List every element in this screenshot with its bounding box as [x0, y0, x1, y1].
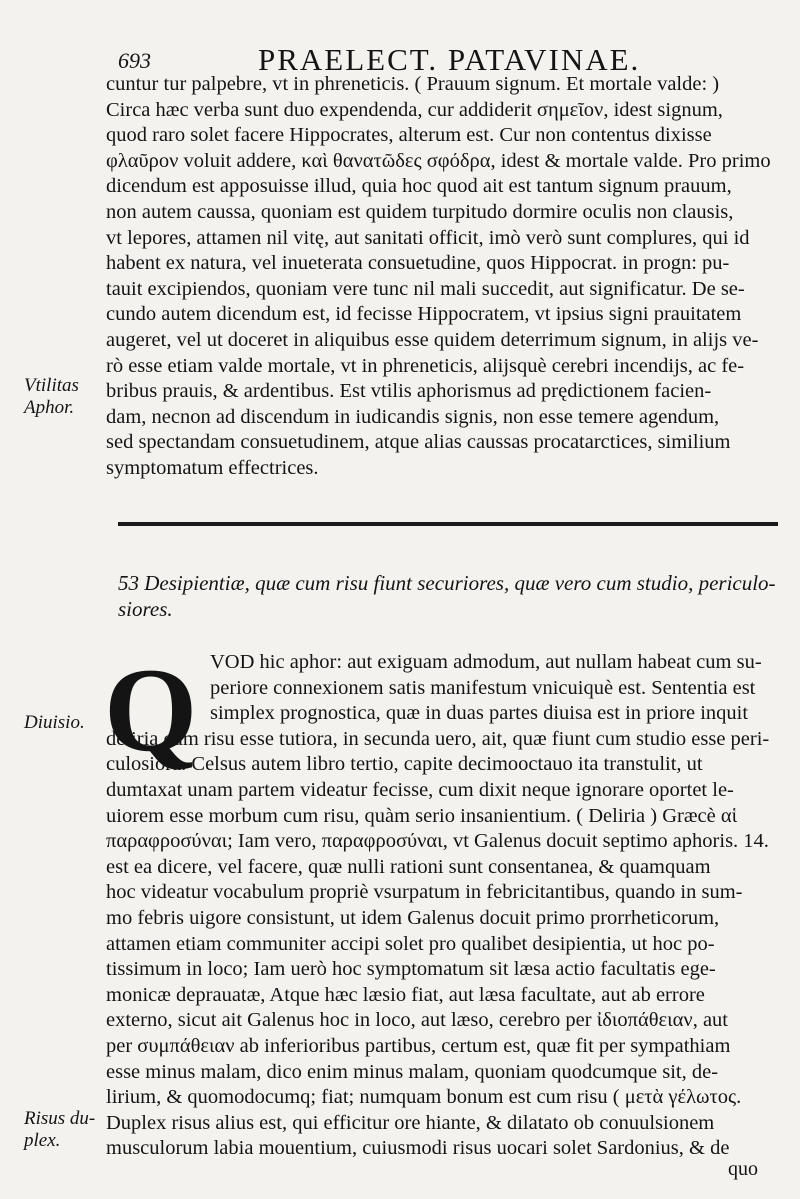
text-line: est ea dicere, vel facere, quæ nulli rationi sunt consentanea, & quamquam	[106, 855, 711, 878]
text-line: cundo autem dicendum est, id fecisse Hippocratem, vt ipsius signi prauitatem	[106, 303, 742, 326]
text-line: periore connexionem satis manifestum vnicuiquè est. Sententia est	[210, 676, 756, 699]
text-line: quod raro solet facere Hippocrates, alterum est. Cur non contentus dixisse	[106, 124, 712, 147]
margin-note-risus	[24, 1108, 95, 1152]
text-line: simplex prognostica, quæ in duas partes diuisa est in priore inquit	[210, 702, 749, 725]
text-line: φλαῦρον voluit addere, καὶ θανατῶδες σφόδρα, idest & mortale valde. Pro primo	[106, 149, 771, 172]
commentary-block-2	[104, 643, 778, 1162]
margin-note-line: Diuisio.	[24, 712, 85, 733]
text-line: lirium, & quomodocumq; fiat; numquam bonum est cum risu ( μετὰ γέλωτος.	[106, 1086, 742, 1109]
text-line: vt lepores, attamen nil vitę, aut sanitati officit, imò verò sunt complures, qui id	[106, 226, 750, 249]
text-line: cuntur tur palpebre, vt in phreneticis. ( Prauum signum. Et mortale valde: )	[106, 73, 720, 95]
text-line: uiorem esse morbum cum risu, quàm serio insanientium. ( Deliria ) Græcè αἱ	[106, 804, 738, 827]
aphorism-line: 53 Desipientiæ, quæ cum risu fiunt securiores, quæ vero cum studio, periculo-	[118, 571, 776, 595]
text-line: bribus prauis, & ardentibus. Est vtilis aphorismus ad prędictionem facien-	[106, 380, 712, 403]
commentary-block-1	[106, 72, 778, 482]
text-line: mo febris uigore consistunt, ut idem Galenus docuit primo prorrheticorum,	[106, 906, 720, 929]
text-line: externo, sicut ait Galenus hoc in loco, aut læso, cerebro per ἰδιοπάθειαν, aut	[106, 1009, 728, 1032]
text-line: dam, necnon ad discendum in iudicandis signis, non esse temere agendum,	[106, 405, 720, 428]
catchword: quo	[728, 1158, 758, 1180]
page-number: 693	[118, 48, 151, 73]
margin-note-divisio	[24, 712, 85, 734]
aphorism-line: siores.	[118, 597, 173, 621]
text-line: VOD hic aphor: aut exiguam admodum, aut nullam habeat cum su-	[210, 651, 762, 673]
text-line: habent ex natura, vel inueterata consuetudine, quos Hippocrat. in progn: pu-	[106, 252, 730, 275]
text-line: deliria cum risu esse tutiora, in secunda uero, ait, quæ fiunt cum studio esse peri-	[106, 727, 770, 750]
text-line: tissimum in loco; Iam uerò hoc symptomatum sit læsa actio facultatis ege-	[106, 958, 716, 981]
margin-note-line: Risus du-	[24, 1108, 96, 1129]
margin-note-utilitas	[24, 375, 79, 419]
margin-note-line: plex.	[24, 1130, 61, 1151]
text-line: sed spectandam consuetudinem, atque alias caussas procatarctices, similium	[106, 431, 731, 454]
text-line: musculorum labia mouentium, cuiusmodi risus uocari solet Sardonius, & de	[106, 1137, 730, 1160]
drop-cap: Q	[104, 643, 198, 776]
text-line: dumtaxat unam partem videatur fecisse, cum dixit neque ignorare oportet le-	[106, 778, 734, 801]
text-line: tauit excipiendos, quoniam vere tunc nil mali succedit, aut significatur. De se-	[106, 277, 745, 300]
text-line: Duplex risus alius est, qui efficitur ore hiante, & dilatato ob conuulsionem	[106, 1111, 715, 1134]
text-line: dicendum est apposuisse illud, quia hoc quod ait est tantum signum prauum,	[106, 175, 732, 198]
section-divider	[118, 522, 778, 526]
text-line: attamen etiam communiter accipi solet pro qualibet desipientia, ut hoc po-	[106, 932, 715, 955]
text-line: culosiora. Celsus autem libro tertio, capite decimooctauo ita transtulit, ut	[106, 753, 703, 776]
text-line: per συμπάθειαν ab inferioribus partibus, certum est, quæ fit per sympathiam	[106, 1034, 731, 1057]
text-line: symptomatum effectrices.	[106, 456, 319, 479]
text-line: παραφροσύναι; Iam vero, παραφροσύναι, vt Galenus docuit septimo aphoris. 14.	[106, 830, 769, 853]
text-line: hoc videatur vocabulum propriè vsurpatum in febricitantibus, quando in sum-	[106, 881, 743, 904]
text-line: rò esse etiam valde mortale, vt in phreneticis, alijsquè cerebri incendijs, ac fe-	[106, 354, 745, 377]
aphorism-heading	[118, 570, 778, 622]
text-line: esse minus malam, dico enim minus malam, quoniam quodcumque sit, de-	[106, 1060, 719, 1083]
text-line: Circa hæc verba sunt duo expendenda, cur addiderit σημεῖον, idest signum,	[106, 98, 723, 121]
margin-note-line: Aphor.	[24, 397, 75, 418]
page-header	[118, 42, 758, 76]
text-line: non autem caussa, quoniam est quidem turpitudo dormire oculis non clausis,	[106, 200, 734, 223]
running-head: PRAELECT. PATAVINAE.	[258, 42, 641, 77]
margin-note-line: Vtilitas	[24, 375, 79, 396]
text-line: monicæ deprauatæ, Atque hæc læsio fiat, aut læsa facultate, aut ab errore	[106, 983, 705, 1006]
text-line: augeret, vel ut doceret in aliquibus esse quidem deterrimum signum, in alijs ve-	[106, 328, 759, 351]
